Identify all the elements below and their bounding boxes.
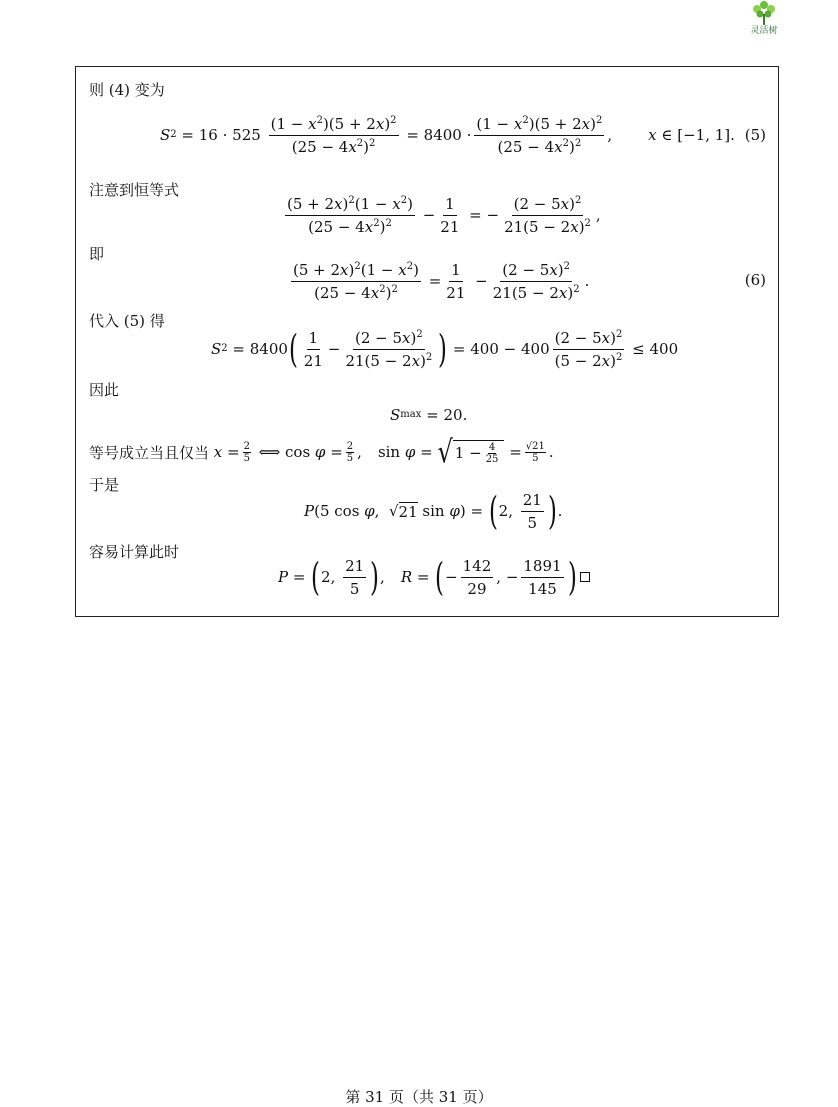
equation-equality: 等号成立当且仅当 x = $\frac{2}{5}$ ⟺ cos φ = $\frac{2}{5}$ , sin φ = √ 1 − $\frac{4}{25}$ = $\frac{√21}{5}$ . xyxy=(89,433,554,471)
label-easy: 容易计算此时 xyxy=(89,543,180,561)
label-therefore: 因此 xyxy=(89,381,120,399)
logo-text: 灵活树 xyxy=(750,26,778,36)
equation-number-6: (6) xyxy=(744,271,766,289)
equation-5: S 2 = 16 · 525 $\frac{(1 - x^2)(5 + 2x)^2}{(25 - 4x^2)^2}$ = 8400 · $\frac{(1 - x^2)(5 + 2x)^2}{(25 - 4x^2)^2}$ , x ∈ [−1, 1]. xyxy=(160,114,735,156)
label-equality: 等号成立当且仅当 xyxy=(89,443,210,462)
equation-number-5: (5) xyxy=(744,126,766,144)
equation-identity: $\frac{(5 + 2x)^2(1 - x^2)}{(25 - 4x^2)^2}$ − $\frac{1}{21}$ = − $\frac{(2 - 5x)^2}{21(5 - 2x)^2}$ , xyxy=(287,194,601,236)
page-footer: 第 31 页（共 31 页） xyxy=(345,1088,493,1106)
equation-bound: S 2 = 8400 ( $\frac{1}{21}$ − $\frac{(2 - 5x)^2}{21(5 - 2x)^2}$ ) = 400 − 400 $\frac{(2 - 5x)^2}{(5 - 2x)^2}$ ≤ 400 xyxy=(211,327,679,371)
solution-box xyxy=(75,66,779,617)
label-namely: 即 xyxy=(89,245,105,263)
label-substitute: 代入 (5) 得 xyxy=(89,312,165,330)
equation-6: $\frac{(5 + 2x)^2(1 - x^2)}{(25 - 4x^2)^2}$ = $\frac{1}{21}$ − $\frac{(2 - 5x)^2}{21(5 - 2x)^2}$ . xyxy=(293,260,590,302)
label-becomes: 则 (4) 变为 xyxy=(89,81,165,99)
label-thus: 于是 xyxy=(89,476,120,494)
equation-point-p: P (5 cos φ , √ 21 sin φ ) = ( 2, $\frac{21}{5}$ ) . xyxy=(304,489,563,533)
equation-smax: S max = 20 . xyxy=(390,406,468,424)
equation-result: P = ( 2, $\frac{21}{5}$ ) , R = ( − $\frac{142}{29}$ , − $\frac{1891}{145}$ ) xyxy=(278,553,590,601)
qed-square xyxy=(580,572,590,582)
label-identity: 注意到恒等式 xyxy=(89,181,180,199)
brand-logo xyxy=(744,0,784,40)
tree-icon xyxy=(749,0,779,26)
